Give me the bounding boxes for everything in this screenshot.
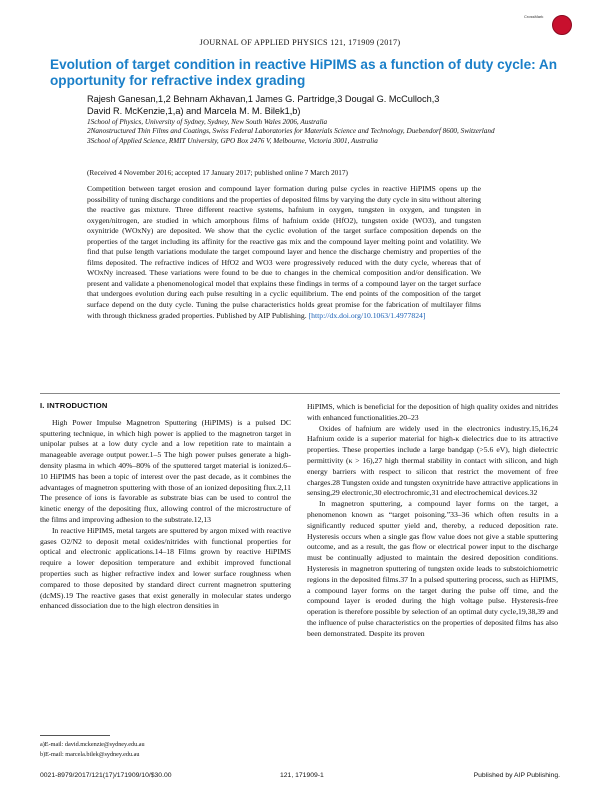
- crossmark-icon: [552, 15, 572, 35]
- paragraph: In reactive HiPIMS, metal targets are sputtered by argon mixed with reactive gases O2/N2 to deposit metal oxides/nitrides with functional properties for optical and electronic applications.14–18 Films grown by reactive HiPIMS require a lower deposition temperature and exhibit improved functional properties such as higher refractive index and lower surface roughness when compared to those deposited by standard direct current magnetron sputtering (dcMS).19 The reactive gases that exist generally in molecular states undergo enhanced dissociation due to the high electron densities in: [40, 525, 291, 611]
- footnote-divider: [40, 735, 110, 736]
- paragraph: In magnetron sputtering, a compound layer forms on the target, a phenomenon known as “target poisoning.”33–36 which often results in a significantly reduced sputter yield and, thereby, a reduced deposition rate. Hysteresis occurs when a single gas flow value does not give a stable sputtering outcome, and as a result, the gas flow or electrical power input to the discharge must be continually adjusted to maintain the desired deposition conditions. Hysteresis in magnetron sputtering of tungsten oxide leads to substoichiometric regions in the deposited films.37 In a pulsed sputtering process, such as HiPIMS, a compound layer forms on the target during the pulse off time, and the compound layer is eroded during the high voltage pulse. Hysteresis-free operation is therefore possible by selection of an optimal duty cycle,19,38,39 and the influence of pulse characteristics on the properties of deposited films has also been demonstrated. Despite its proven: [307, 499, 558, 638]
- journal-header: JOURNAL OF APPLIED PHYSICS 121, 171909 (2017): [199, 38, 401, 47]
- doi-link[interactable]: [http://dx.doi.org/10.1063/1.4977824]: [308, 310, 426, 320]
- affiliation-3: 3School of Applied Science, RMIT University, GPO Box 2476 V, Melbourne, Victoria 3001, Australia: [87, 136, 378, 145]
- section-heading: I. INTRODUCTION: [40, 401, 108, 410]
- footnote-email-2[interactable]: b)E-mail: marcela.bilek@sydney.edu.au: [40, 750, 140, 758]
- author-list: [87, 94, 567, 117]
- paragraph: HiPIMS, which is beneficial for the deposition of high quality oxides and nitrides with enhanced functionalities.20–23: [307, 402, 558, 422]
- right-column: [307, 402, 558, 640]
- received-dates: (Received 4 November 2016; accepted 17 January 2017; published online 7 March 2017): [87, 168, 348, 177]
- footnotes: [40, 740, 290, 759]
- section-divider: [40, 393, 560, 394]
- footer-page-number: 121, 171909-1: [280, 772, 324, 779]
- article-title: Evolution of target condition in reactive HiPIMS as a function of duty cycle: An opportunity for refractive index grading: [50, 57, 558, 88]
- affiliations: [87, 118, 567, 146]
- crossmark-badge[interactable]: [524, 13, 572, 41]
- affiliation-2: 2Nanostructured Thin Films and Coatings, Swiss Federal Laboratories for Materials Science and Technology, Duebendorf 8600, Switzerland: [87, 127, 495, 136]
- footer-issn: 0021-8979/2017/121(17)/171909/10/$30.00: [40, 772, 172, 779]
- abstract: [87, 184, 481, 321]
- paragraph: Oxides of hafnium are widely used in the electronics industry.15,16,24 Hafnium oxide is a superior material for high-κ dielectrics due to its attractive properties. These properties include a large bandgap (>5.6 eV), high dielectric permittivity (κ > 16),27 high thermal stability in contact with silicon, and high energy barriers with respect to silicon that restrict the movement of free charges.28 Tungsten oxide and tungsten oxynitride have attractive applications in sensing,29 electronic,30 electrochromic,31 and electrochemical devices.32: [307, 423, 558, 498]
- affiliation-1: 1School of Physics, University of Sydney, Sydney, New South Wales 2006, Australia: [87, 118, 328, 126]
- footnote-email-1[interactable]: a)E-mail: david.mckenzie@sydney.edu.au: [40, 741, 145, 748]
- abstract-text: Competition between target erosion and compound layer formation during pulse cycles in reactive HiPIMS opens up the possibility of tuning discharge conditions and the properties of deposited films by varying the duty cycle in situ without altering the reactive gas mixture. Three different reactive systems, hafnium in oxygen, tungsten in oxygen, and tungsten in oxygen/nitrogen, are studied in which amorphous films of hafnium oxide (HfO2), tungsten oxide (WO3), and tungsten oxynitride (WOxNy) are deposited. We show that the cyclic evolution of the target surface composition depends on the properties of the target including its affinity for the reactive gas mix and the compound layer melting point and volatility. We find that pulse length variations modulate the target compound layer and hence the discharge chemistry and properties of the films deposited. The refractive indices of HfO2 and WO3 were progressively reduced with the duty cycle, whereas that of WOxNy increased. These variations were found to be due to changes in the chemical composition and/or densification. We present and validate a phenomenological model that explains these findings in terms of a compound layer on the target surface that undergoes evolution during each pulse resulting in a cyclic equilibrium. The end points of the composition of the target surface depend on the duty cycle. Tuning the pulse characteristics holds great promise for the fabrication of multilayer films with through thickness graded properties. Published by AIP Publishing.: [87, 184, 481, 320]
- left-column: [40, 401, 291, 612]
- paragraph: High Power Impulse Magnetron Sputtering (HiPIMS) is a pulsed DC sputtering technique, in which high power is applied to the magnetron target in unipolar pulses at a low duty cycle and a low repetition rate to maintain a manageable average output power.1–5 The high power pulses generate a high-density plasma in which 40%–80% of the sputtered target material is ionized.6–10 HiPIMS has been a topic of interest over the past decade, as it combines the advantages of magnetron sputtering with those of an ionized depositing flux.2,11 The presence of ions is favorable as substrate bias can be used to control the kinetic energy of the depositing flux, allowing control of the microstructure of the films and improving adhesion to the substrate.12,13: [40, 417, 291, 524]
- page-footer: [40, 772, 560, 782]
- footer-publisher: Published by AIP Publishing.: [473, 772, 560, 779]
- crossmark-text: CrossMark: [524, 14, 544, 19]
- author-line-1: Rajesh Ganesan,1,2 Behnam Akhavan,1 James G. Partridge,3 Dougal G. McCulloch,3: [87, 94, 440, 104]
- author-line-2: David R. McKenzie,1,a) and Marcela M. M. Bilek1,b): [87, 105, 301, 116]
